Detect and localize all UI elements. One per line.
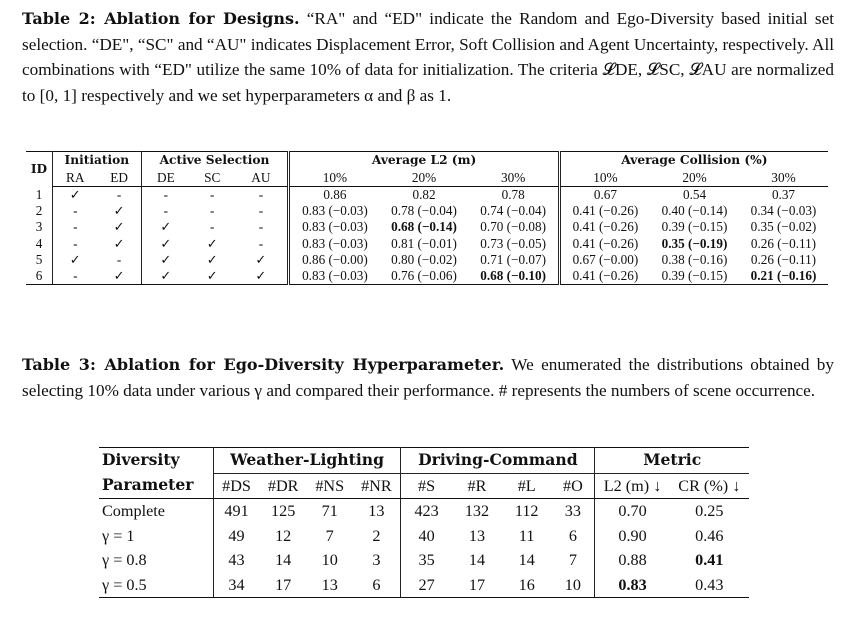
table2-caption-label: Table 2: Ablation for Designs.	[22, 9, 300, 28]
cell-l2-30: 0.74 (−0.04)	[480, 203, 546, 219]
cell-ed: -	[98, 252, 142, 268]
cell-value: 49	[228, 526, 245, 545]
header-active-selection: Active Selection	[141, 152, 289, 170]
cell-ed: ✓	[98, 203, 142, 219]
cell-l2-10: 0.86 (−0.00)	[289, 252, 380, 268]
header-ds: #DS	[213, 473, 259, 499]
cell-col-10: 0.41 (−0.26)	[559, 236, 650, 252]
table-row	[26, 203, 828, 219]
cell-sc: -	[210, 219, 215, 235]
cell-l2: 0.90	[618, 526, 647, 545]
cell-au: -	[235, 219, 289, 235]
cell-col-20: 0.39 (−0.15)	[661, 219, 728, 235]
header-parameter: Parameter	[99, 473, 213, 499]
cell-col-30: 0.37	[771, 187, 796, 202]
header-driving-command: Driving-Command	[401, 448, 595, 474]
cell-l2-30: 0.68 (−0.10)	[468, 268, 559, 285]
cell-value: 2	[352, 524, 400, 549]
table2-caption-text: “RA" and “ED" indicate the Random and Ego-Diversity based initial set selection. “DE", “SC" and “AU" indicates Displacement Error, Soft Collision and Agent Uncertainty, respectively. All combinations with “ED" utilize the same 10% of data for initialization. The criteria 𝓛DE, 𝓛SC, 𝓛AU are normalized to [0, 1] respectively and we set hyperparameters α and β as 1.	[22, 9, 834, 105]
cell-sc: -	[210, 203, 215, 219]
header-metric: Metric	[595, 448, 749, 474]
cell-au: -	[235, 203, 289, 219]
header-l2: L2 (m) ↓	[595, 473, 670, 499]
cell-value: 112	[514, 502, 539, 520]
cell-au: ✓	[235, 252, 289, 268]
cell-id: 4	[26, 236, 52, 252]
cell-value: 27	[401, 573, 452, 598]
cell-col-30: 0.34 (−0.03)	[750, 203, 817, 219]
cell-value: 12	[275, 526, 292, 545]
cell-value: 14	[468, 551, 486, 569]
cell-l2: 0.88	[618, 551, 647, 569]
table-row	[99, 499, 749, 524]
cell-value: 13	[468, 526, 486, 545]
cell-value: 13	[352, 499, 400, 524]
cell-value: 491	[224, 502, 249, 520]
header-ra: RA	[52, 169, 97, 187]
cell-cr: 0.46	[695, 526, 724, 545]
cell-l2-20: 0.82	[412, 187, 436, 202]
cell-value: 10	[321, 551, 338, 569]
cell-col-10: 0.67 (−0.00)	[559, 252, 650, 268]
table-row	[99, 524, 749, 549]
cell-sc: ✓	[206, 235, 218, 251]
cell-value: 423	[414, 502, 439, 520]
cell-value: 14	[275, 551, 292, 569]
cell-ra: -	[52, 268, 97, 285]
header-initiation: Initiation	[52, 152, 141, 170]
header-o: #O	[551, 473, 595, 499]
header-diversity: Diversity	[99, 448, 213, 474]
header-sc: SC	[190, 169, 234, 187]
cell-l2-30: 0.73 (−0.05)	[480, 235, 546, 251]
header-s: #S	[401, 473, 452, 499]
header-dr: #DR	[259, 473, 307, 499]
cell-col-10: 0.41 (−0.26)	[559, 203, 650, 219]
cell-ra: ✓	[69, 187, 81, 202]
cell-parameter: Complete	[99, 499, 213, 524]
cell-col-30: 0.35 (−0.02)	[750, 219, 817, 235]
cell-l2-20: 0.76 (−0.06)	[380, 268, 469, 285]
cell-value: 7	[325, 526, 334, 545]
cell-parameter: γ = 0.8	[99, 548, 213, 573]
table-row	[26, 236, 828, 252]
cell-ed: -	[98, 187, 142, 204]
cell-ed: ✓	[98, 219, 142, 235]
cell-l2-10: 0.83 (−0.03)	[289, 268, 380, 285]
header-l2-30: 30%	[468, 169, 559, 187]
cell-l2-10: 0.86	[289, 187, 380, 204]
cell-l2-30: 0.78	[501, 187, 525, 202]
cell-cr: 0.43	[670, 573, 749, 598]
cell-value: 11	[518, 526, 535, 545]
table3-caption-label: Table 3: Ablation for Ego-Diversity Hyperparameter.	[22, 355, 505, 374]
cell-value: 7	[551, 548, 595, 573]
table3-caption	[22, 352, 834, 403]
cell-de: -	[163, 203, 169, 219]
cell-l2-30: 0.71 (−0.07)	[480, 251, 546, 267]
header-l: #L	[502, 473, 551, 499]
cell-de: ✓	[160, 235, 172, 251]
cell-parameter: γ = 0.5	[99, 573, 213, 598]
table3-caption-text: We enumerated the distributions obtained by selecting 10% data under various γ and compared their performance. # represents the numbers of scene occurrence.	[22, 355, 834, 400]
cell-l2-30: 0.70 (−0.08)	[480, 219, 546, 235]
cell-value: 125	[271, 502, 296, 520]
cell-sc: -	[210, 187, 215, 202]
cell-de: ✓	[160, 251, 172, 267]
cell-sc: ✓	[190, 268, 234, 285]
header-col-20: 20%	[650, 169, 739, 187]
cell-ed: ✓	[98, 268, 142, 285]
table-row	[26, 268, 828, 285]
cell-au: -	[235, 187, 289, 204]
header-l2-10: 10%	[289, 169, 380, 187]
table-row	[99, 573, 749, 598]
cell-au: -	[235, 236, 289, 252]
header-id: ID	[26, 152, 52, 187]
cell-l2-20: 0.68 (−0.14)	[391, 219, 457, 235]
cell-value: 71	[321, 502, 338, 520]
cell-value: 10	[551, 573, 595, 598]
header-au: AU	[235, 169, 289, 187]
cell-value: 34	[213, 573, 259, 598]
header-cr: CR (%) ↓	[670, 473, 749, 499]
cell-ra: ✓	[69, 251, 81, 267]
cell-l2-20: 0.81 (−0.01)	[391, 235, 457, 251]
cell-id: 3	[26, 219, 52, 235]
cell-ed: ✓	[98, 236, 142, 252]
header-weather-lighting: Weather-Lighting	[213, 448, 401, 474]
cell-value: 3	[352, 548, 400, 573]
cell-col-30: 0.26 (−0.11)	[750, 235, 817, 251]
header-col-10: 10%	[559, 169, 650, 187]
cell-sc: ✓	[206, 251, 218, 267]
table-row	[26, 252, 828, 268]
cell-de: ✓	[160, 219, 172, 235]
cell-id: 6	[26, 268, 52, 285]
cell-l2: 0.70	[618, 502, 647, 520]
cell-l2: 0.83	[595, 573, 670, 598]
cell-col-20: 0.38 (−0.16)	[661, 251, 728, 267]
cell-col-10: 0.67	[559, 187, 650, 204]
cell-id: 2	[26, 203, 52, 219]
cell-de: -	[163, 187, 169, 202]
table3-ego-diversity	[99, 447, 749, 598]
cell-value: 40	[418, 526, 435, 545]
cell-col-20: 0.40 (−0.14)	[661, 203, 728, 219]
cell-value: 43	[228, 551, 245, 569]
header-r: #R	[452, 473, 502, 499]
cell-col-30: 0.26 (−0.11)	[750, 251, 817, 267]
cell-de: ✓	[141, 268, 190, 285]
cell-value: 6	[352, 573, 400, 598]
header-col-30: 30%	[739, 169, 828, 187]
cell-id: 1	[26, 187, 52, 204]
table2-ablation-designs	[26, 151, 828, 285]
cell-cr: 0.41	[695, 551, 724, 569]
cell-cr: 0.25	[695, 502, 724, 520]
header-avg-collision: Average Collision (%)	[559, 152, 828, 170]
cell-col-20: 0.39 (−0.15)	[650, 268, 739, 285]
header-ns: #NS	[307, 473, 352, 499]
table-row	[26, 219, 828, 235]
cell-ra: -	[73, 203, 78, 219]
cell-value: 13	[307, 573, 352, 598]
cell-value: 16	[502, 573, 551, 598]
cell-value: 35	[418, 551, 435, 569]
header-de: DE	[141, 169, 190, 187]
table-row	[99, 548, 749, 573]
cell-value: 132	[464, 502, 490, 520]
cell-parameter: γ = 1	[99, 524, 213, 549]
header-avg-l2: Average L2 (m)	[289, 152, 560, 170]
cell-col-10: 0.41 (−0.26)	[559, 268, 650, 285]
cell-au: ✓	[235, 268, 289, 285]
cell-value: 6	[551, 524, 595, 549]
table2-caption	[22, 6, 834, 108]
cell-l2-10: 0.83 (−0.03)	[289, 236, 380, 252]
header-ed: ED	[98, 169, 142, 187]
cell-col-20: 0.54	[682, 187, 707, 202]
cell-value: 14	[518, 551, 535, 569]
cell-l2-20: 0.80 (−0.02)	[391, 251, 457, 267]
cell-col-30: 0.21 (−0.16)	[739, 268, 828, 285]
cell-l2-10: 0.83 (−0.03)	[289, 219, 380, 235]
cell-col-10: 0.41 (−0.26)	[559, 219, 650, 235]
header-nr: #NR	[352, 473, 400, 499]
cell-l2-20: 0.78 (−0.04)	[391, 203, 457, 219]
cell-id: 5	[26, 252, 52, 268]
cell-value: 17	[259, 573, 307, 598]
cell-ra: -	[73, 235, 78, 251]
cell-value: 33	[551, 499, 595, 524]
cell-col-20: 0.35 (−0.19)	[661, 235, 728, 251]
cell-l2-10: 0.83 (−0.03)	[289, 203, 380, 219]
table-row	[26, 187, 828, 204]
header-l2-20: 20%	[380, 169, 469, 187]
cell-value: 17	[452, 573, 502, 598]
cell-ra: -	[73, 219, 78, 235]
